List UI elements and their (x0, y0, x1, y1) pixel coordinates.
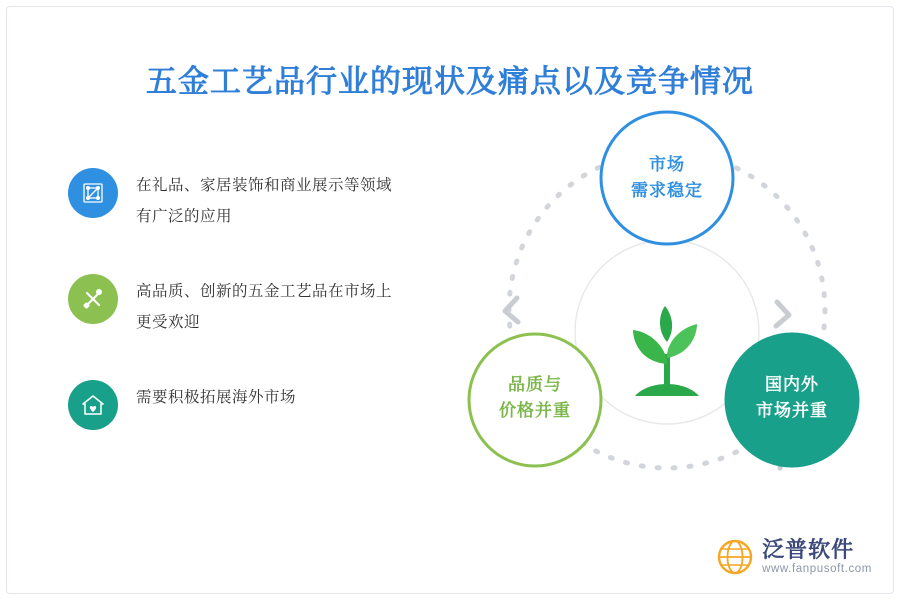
node-label-left (473, 372, 597, 424)
list-item-text (136, 274, 392, 338)
globe-logo-icon (716, 538, 754, 576)
logo-name: 泛普软件 (762, 537, 855, 563)
list-item-line1: 需要积极拓展海外市场 (136, 389, 297, 406)
node-label-right-line1: 国内外 (765, 375, 819, 394)
sprout-plant-icon (633, 306, 699, 396)
brand-logo (716, 537, 872, 576)
home-heart-icon (68, 380, 118, 430)
list-item-line2: 更受欢迎 (136, 314, 201, 331)
cycle-diagram (455, 110, 875, 520)
list-item-text (136, 168, 392, 232)
bullet-list (68, 168, 488, 472)
node-label-top (605, 152, 729, 204)
list-item-line1: 在礼品、家居装饰和商业展示等领域 (136, 177, 393, 194)
list-item (68, 380, 488, 430)
list-item (68, 168, 488, 232)
tools-cross-icon (68, 274, 118, 324)
list-item (68, 274, 488, 338)
node-label-top-line2: 需求稳定 (631, 181, 703, 200)
node-label-left-line2: 价格并重 (499, 401, 571, 420)
page-title: 五金工艺品行业的现状及痛点以及竞争情况 (146, 64, 754, 99)
list-item-line2: 有广泛的应用 (136, 208, 233, 225)
node-label-right-line2: 市场并重 (756, 401, 828, 420)
node-label-left-line1: 品质与 (508, 375, 562, 394)
logo-url: www.fanpusoft.com (762, 562, 872, 575)
node-label-right (727, 372, 857, 424)
network-nodes-icon (68, 168, 118, 218)
list-item-text (136, 380, 296, 413)
list-item-line1: 高品质、创新的五金工艺品在市场上 (136, 283, 393, 300)
node-label-top-line1: 市场 (649, 155, 685, 174)
